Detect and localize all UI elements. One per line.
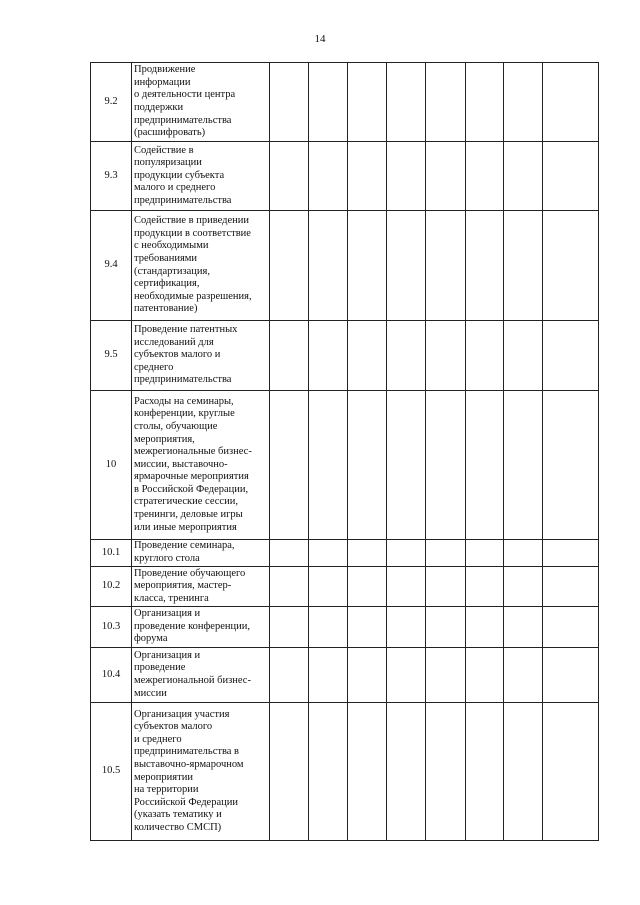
- table-row: [91, 142, 599, 211]
- empty-cell: [504, 391, 543, 540]
- empty-cell: [270, 142, 309, 211]
- empty-cell: [426, 567, 466, 607]
- table-body: [91, 63, 599, 841]
- empty-cell: [426, 607, 466, 648]
- empty-cell: [426, 391, 466, 540]
- row-description: Продвижение информации о деятельности центра поддержки предпринимательства (расшифровать): [132, 63, 270, 142]
- empty-cell: [543, 567, 599, 607]
- row-number: 10.1: [91, 540, 132, 567]
- empty-cell: [309, 607, 348, 648]
- empty-cell: [309, 63, 348, 142]
- empty-cell: [348, 63, 387, 142]
- table-row: [91, 567, 599, 607]
- empty-cell: [543, 540, 599, 567]
- empty-cell: [309, 703, 348, 841]
- empty-cell: [466, 567, 504, 607]
- empty-cell: [543, 211, 599, 321]
- empty-cell: [387, 540, 426, 567]
- empty-cell: [387, 142, 426, 211]
- table-row: [91, 540, 599, 567]
- empty-cell: [426, 142, 466, 211]
- empty-cell: [543, 63, 599, 142]
- empty-cell: [387, 391, 426, 540]
- empty-cell: [348, 142, 387, 211]
- empty-cell: [543, 391, 599, 540]
- page-number: 14: [314, 33, 326, 45]
- empty-cell: [309, 391, 348, 540]
- empty-cell: [543, 607, 599, 648]
- empty-cell: [270, 211, 309, 321]
- table-row: [91, 703, 599, 841]
- table-row: [91, 607, 599, 648]
- empty-cell: [466, 391, 504, 540]
- empty-cell: [270, 321, 309, 391]
- empty-cell: [309, 142, 348, 211]
- empty-cell: [387, 703, 426, 841]
- table-row: [91, 391, 599, 540]
- empty-cell: [466, 211, 504, 321]
- empty-cell: [543, 648, 599, 703]
- empty-cell: [426, 540, 466, 567]
- empty-cell: [504, 607, 543, 648]
- empty-cell: [309, 540, 348, 567]
- empty-cell: [270, 63, 309, 142]
- empty-cell: [426, 211, 466, 321]
- empty-cell: [348, 321, 387, 391]
- table-row: [91, 211, 599, 321]
- empty-cell: [466, 648, 504, 703]
- empty-cell: [466, 703, 504, 841]
- row-number: 10.4: [91, 648, 132, 703]
- empty-cell: [504, 142, 543, 211]
- empty-cell: [387, 63, 426, 142]
- row-number: 10.2: [91, 567, 132, 607]
- empty-cell: [504, 321, 543, 391]
- table-row: [91, 648, 599, 703]
- empty-cell: [504, 63, 543, 142]
- empty-cell: [387, 321, 426, 391]
- empty-cell: [348, 391, 387, 540]
- empty-cell: [466, 607, 504, 648]
- empty-cell: [504, 703, 543, 841]
- empty-cell: [426, 321, 466, 391]
- empty-cell: [466, 321, 504, 391]
- empty-cell: [466, 63, 504, 142]
- empty-cell: [504, 567, 543, 607]
- empty-cell: [387, 607, 426, 648]
- empty-cell: [309, 211, 348, 321]
- empty-cell: [426, 703, 466, 841]
- row-number: 10.3: [91, 607, 132, 648]
- empty-cell: [270, 607, 309, 648]
- table-row: [91, 63, 599, 142]
- row-description: Организация и проведение конференции, форума: [132, 607, 270, 648]
- empty-cell: [348, 567, 387, 607]
- row-description: Организация и проведение межрегиональной бизнес- миссии: [132, 648, 270, 703]
- empty-cell: [270, 540, 309, 567]
- row-description: Проведение патентных исследований для субъектов малого и среднего предпринимательства: [132, 321, 270, 391]
- empty-cell: [309, 321, 348, 391]
- row-description: Содействие в популяризации продукции субъекта малого и среднего предпринимательства: [132, 142, 270, 211]
- row-description: Проведение семинара, круглого стола: [132, 540, 270, 567]
- empty-cell: [270, 648, 309, 703]
- empty-cell: [270, 391, 309, 540]
- row-description: Проведение обучающего мероприятия, мастер- класса, тренинга: [132, 567, 270, 607]
- row-description: Организация участия субъектов малого и среднего предпринимательства в выставочно-ярмарочном мероприятии на территории Российской Федерации (указать тематику и количество СМСП): [132, 703, 270, 841]
- row-description: Содействие в приведении продукции в соответствие с необходимыми требованиями (стандартизация, сертификация, необходимые разрешения, патентование): [132, 211, 270, 321]
- table-row: [91, 321, 599, 391]
- empty-cell: [543, 142, 599, 211]
- empty-cell: [387, 648, 426, 703]
- row-number: 9.5: [91, 321, 132, 391]
- row-number: 10: [91, 391, 132, 540]
- row-number: 9.4: [91, 211, 132, 321]
- row-description: Расходы на семинары, конференции, круглые столы, обучающие мероприятия, межрегиональные бизнес- миссии, выставочно- ярмарочные мероприятия в Российской Федерации, стратегические сессии, тренинги, деловые игры или иные мероприятия: [132, 391, 270, 540]
- empty-cell: [348, 703, 387, 841]
- empty-cell: [504, 540, 543, 567]
- row-number: 9.2: [91, 63, 132, 142]
- empty-cell: [504, 211, 543, 321]
- empty-cell: [348, 648, 387, 703]
- empty-cell: [543, 703, 599, 841]
- empty-cell: [387, 567, 426, 607]
- empty-cell: [466, 540, 504, 567]
- empty-cell: [348, 540, 387, 567]
- expense-table: [90, 62, 599, 841]
- empty-cell: [466, 142, 504, 211]
- row-number: 10.5: [91, 703, 132, 841]
- empty-cell: [348, 211, 387, 321]
- empty-cell: [270, 703, 309, 841]
- empty-cell: [309, 648, 348, 703]
- empty-cell: [348, 607, 387, 648]
- empty-cell: [504, 648, 543, 703]
- empty-cell: [426, 648, 466, 703]
- row-number: 9.3: [91, 142, 132, 211]
- empty-cell: [543, 321, 599, 391]
- empty-cell: [387, 211, 426, 321]
- empty-cell: [270, 567, 309, 607]
- empty-cell: [309, 567, 348, 607]
- empty-cell: [426, 63, 466, 142]
